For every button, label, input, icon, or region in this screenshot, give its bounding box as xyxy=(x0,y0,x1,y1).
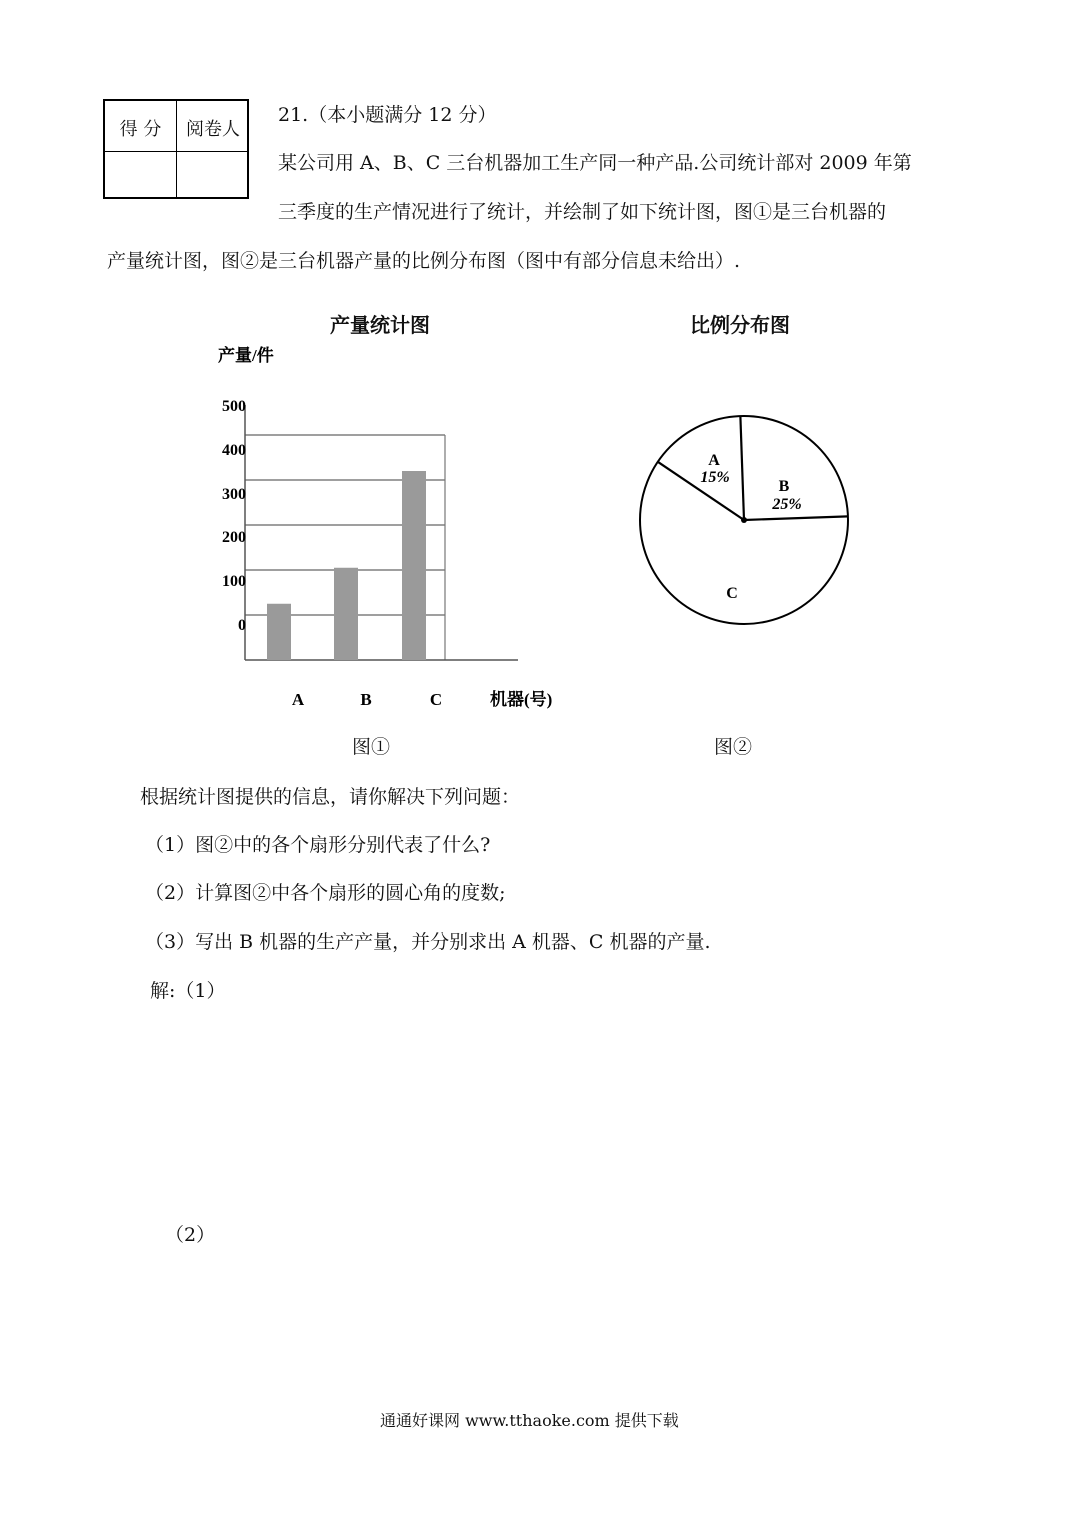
answer-1-label: 解:（1） xyxy=(150,980,226,1002)
pie-chart-title: 比例分布图 xyxy=(690,315,790,337)
question-number: 21.（本小题满分 12 分） xyxy=(278,104,497,126)
table-divider-horizontal xyxy=(105,151,247,152)
pie-slice-boundary xyxy=(740,416,744,520)
bar-chart-title: 产量统计图 xyxy=(330,315,430,337)
reviewer-label: 阅卷人 xyxy=(186,119,240,140)
bar-chart-caption: 图① xyxy=(352,736,391,758)
y-tick-label: 0 xyxy=(238,617,246,634)
pie-slice-label: C xyxy=(726,585,738,602)
pie-slice-percent: 15% xyxy=(700,469,730,486)
pie-chart-caption: 图② xyxy=(714,736,753,758)
score-label: 得 分 xyxy=(119,119,162,140)
y-tick-label: 200 xyxy=(222,529,246,546)
y-tick-label: 300 xyxy=(222,486,246,503)
pie-slice-boundary xyxy=(744,516,848,520)
bar xyxy=(267,604,291,660)
footer-text: 通通好课网 www.tthaoke.com 提供下载 xyxy=(380,1411,679,1430)
pie-slice-label: B xyxy=(778,478,790,495)
bar xyxy=(402,471,426,660)
x-tick-label: B xyxy=(360,690,372,709)
task-2: （2）计算图②中各个扇形的圆心角的度数; xyxy=(145,882,506,904)
pie-chart xyxy=(620,395,870,645)
answer-2-label: （2） xyxy=(165,1224,216,1246)
x-tick-label: C xyxy=(429,690,443,709)
pie-slice-percent: 25% xyxy=(772,496,802,513)
x-tick-label: A xyxy=(291,690,305,709)
task-1: （1）图②中的各个扇形分别代表了什么? xyxy=(145,834,491,856)
tasks-intro: 根据统计图提供的信息，请你解决下列问题： xyxy=(140,786,521,808)
score-table xyxy=(103,99,249,199)
bar xyxy=(334,568,358,660)
y-tick-label: 400 xyxy=(222,442,246,459)
pie-slice-label: A xyxy=(708,452,720,469)
task-3: （3）写出 B 机器的生产产量，并分别求出 A 机器、C 机器的产量. xyxy=(145,931,711,953)
question-line-3: 产量统计图，图②是三台机器产量的比例分布图（图中有部分信息未给出）. xyxy=(107,250,741,272)
x-axis-label: 机器(号) xyxy=(490,690,553,709)
question-line-2: 三季度的生产情况进行了统计，并绘制了如下统计图，图①是三台机器的 xyxy=(278,201,887,223)
pie-center-dot xyxy=(741,517,747,523)
y-axis-label: 产量/件 xyxy=(218,346,274,365)
y-tick-label: 500 xyxy=(222,398,246,415)
question-line-1: 某公司用 A、B、C 三台机器加工生产同一种产品.公司统计部对 2009 年第 xyxy=(278,152,912,174)
y-tick-label: 100 xyxy=(222,573,246,590)
bar-chart xyxy=(200,340,580,720)
